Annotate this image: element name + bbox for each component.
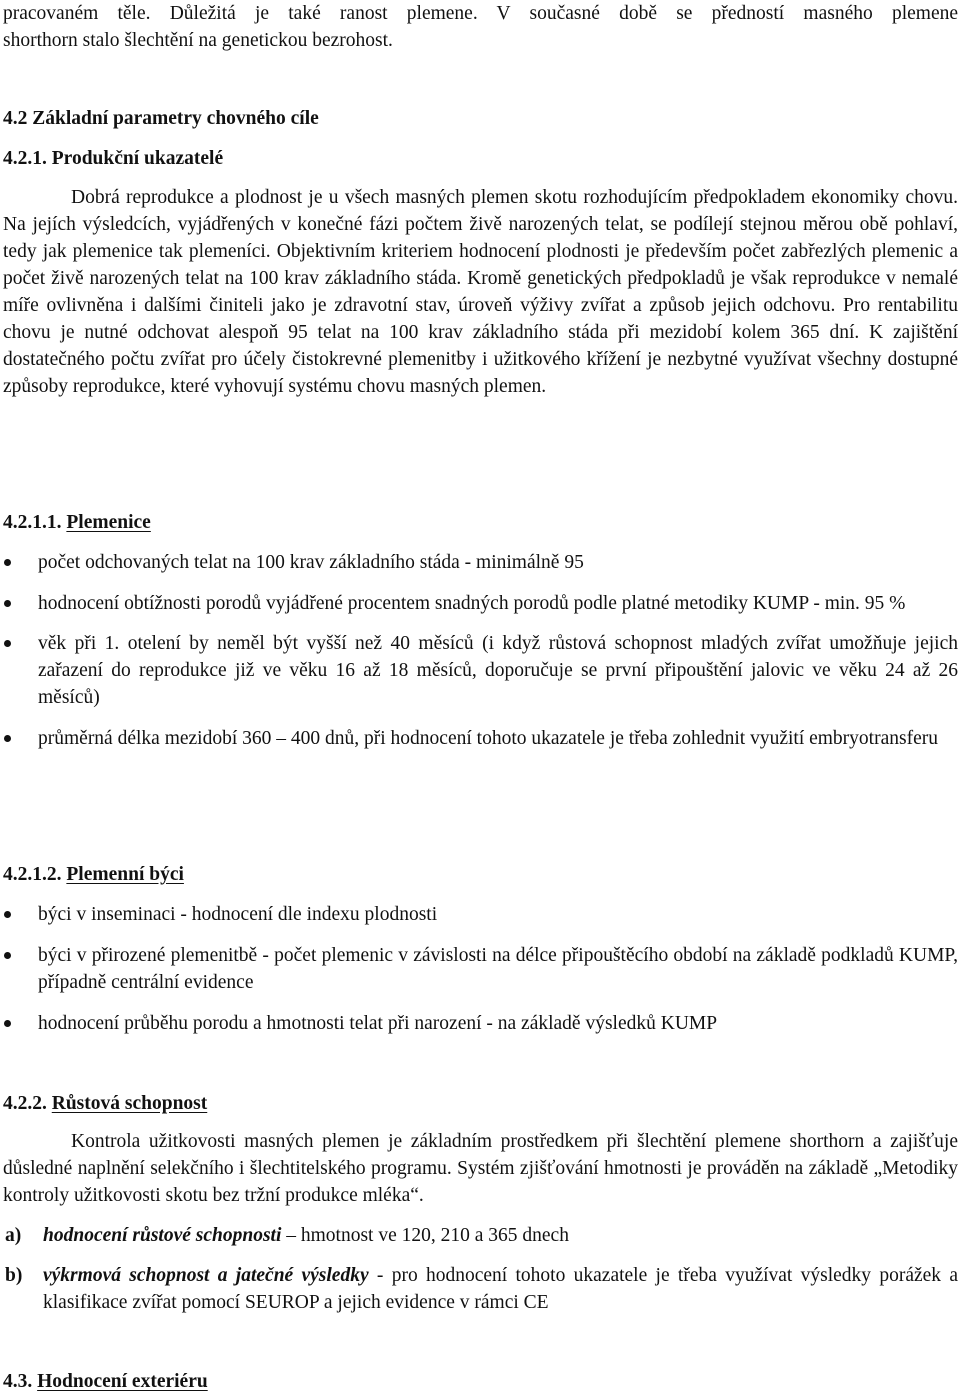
list-item: počet odchovaných telat na 100 krav základního stáda - minimálně 95 — [3, 549, 958, 576]
labeled-item-a — [3, 1222, 958, 1249]
bullet-icon — [4, 559, 11, 566]
bullet-icon — [4, 735, 11, 742]
plemenice-list — [3, 549, 958, 752]
section-4-2-1-1-heading — [3, 509, 151, 536]
list-item: býci v přirozené plemenitbě - počet plemenic v závislosti na délce připouštěcího období na základě podkladů KUMP, případně centrální evidence — [3, 942, 958, 996]
bullet-icon — [4, 952, 11, 959]
intro-line-2: shorthorn stalo šlechtění na genetickou bezrohost. — [3, 30, 393, 51]
list-item: věk při 1. otelení by neměl být vyšší než 40 měsíců (i když růstová schopnost mladých zvířat umožňuje jejich zařazení do reprodukce již ve věku 16 až 18 měsíců, doporučuje se první připouštění jalovic ve věku 24 až 26 měsíců) — [3, 630, 958, 711]
intro-line-1: pracovaném těle. Důležitá je také ranost plemene. V současné době se předností masného plemene — [3, 3, 958, 24]
section-4-2-heading: 4.2 Základní parametry chovného cíle — [3, 108, 319, 129]
section-4-2-1-paragraph: Dobrá reprodukce a plodnost je u všech masných plemen skotu rozhodujícím předpokladem ekonomiky chovu. Na jejích výsledcích, vyjádřených v konečné fázi počtem živě narozených telat, se podílejí stejnou měrou obě pohlaví, tedy jak plemenice tak plemeníci. Objektivním kriteriem hodnocení plodnosti je především počet zabřezlých plemenic a počet živě narozených telat na 100 krav základního stáda. Kromě genetických předpokladů je však reprodukce v nemalé míře ovlivněna i dalšími činiteli jako je zdravotní stav, úroveň výživy zvířat a způsob jejich odchovu. Pro rentabilitu chovu je nutné odchovat alespoň 95 telat na 100 krav základního stáda při mezidobí kolem 365 dní. K zajištění dostatečného počtu zvířat pro účely čistokrevné plemenitby i užitkového křížení je nezbytné využívat všechny dostupné způsoby reprodukce, které vyhovují systému chovu masných plemen. — [3, 187, 958, 397]
list-item: býci v inseminaci - hodnocení dle indexu plodnosti — [3, 901, 958, 928]
item-marker: a) — [5, 1225, 22, 1246]
section-4-3-heading — [3, 1368, 208, 1395]
list-item: průměrná délka mezidobí 360 – 400 dnů, při hodnocení tohoto ukazatele je třeba zohlednit využití embryotransferu — [3, 725, 958, 752]
section-number: 4.2.2. — [3, 1093, 47, 1114]
section-4-2-2-heading — [3, 1090, 207, 1117]
bullet-icon — [4, 911, 11, 918]
section-4-2-1-heading: 4.2.1. Produkční ukazatelé — [3, 148, 224, 169]
bullet-icon — [4, 600, 11, 607]
section-number: 4.3. — [3, 1371, 33, 1392]
item-term: výkrmová schopnost a jatečné výsledky — [43, 1265, 369, 1286]
bullet-icon — [4, 640, 11, 647]
bullet-icon — [4, 1020, 11, 1027]
section-title: Plemenní býci — [66, 864, 184, 885]
list-item: hodnocení obtížnosti porodů vyjádřené procentem snadných porodů podle platné metodiky KUMP - min. 95 % — [3, 590, 958, 617]
section-number: 4.2.1.1. — [3, 512, 62, 533]
section-title: Hodnocení exteriéru — [37, 1371, 208, 1392]
item-marker: b) — [5, 1265, 23, 1286]
section-title: Plemenice — [66, 512, 151, 533]
section-title: Růstová schopnost — [51, 1093, 208, 1114]
section-4-2-2-paragraph: Kontrola užitkovosti masných plemen je základním prostředkem při šlechtění plemene shorthorn a zajišťuje důsledné naplnění selekčního i šlechtitelského programu. Systém zjišťování hmotnosti je prováděn na základě „Metodiky kontroly užitkovosti skotu bez tržní produkce mléka“. — [3, 1131, 958, 1206]
item-term: hodnocení růstové schopnosti — [43, 1225, 282, 1246]
plemenni-byci-list — [3, 901, 958, 1037]
section-number: 4.2.1.2. — [3, 864, 62, 885]
list-item: hodnocení průběhu porodu a hmotnosti telat při narození - na základě výsledků KUMP — [3, 1010, 958, 1037]
item-text: - pro hodnocení tohoto ukazatele je třeba využívat výsledky porážek a klasifikace zvířat pomocí SEUROP a jejich evidence v rámci CE — [43, 1265, 958, 1313]
labeled-item-b — [3, 1262, 958, 1316]
section-4-2-1-2-heading — [3, 861, 184, 888]
item-text: – hmotnost ve 120, 210 a 365 dnech — [281, 1225, 569, 1246]
